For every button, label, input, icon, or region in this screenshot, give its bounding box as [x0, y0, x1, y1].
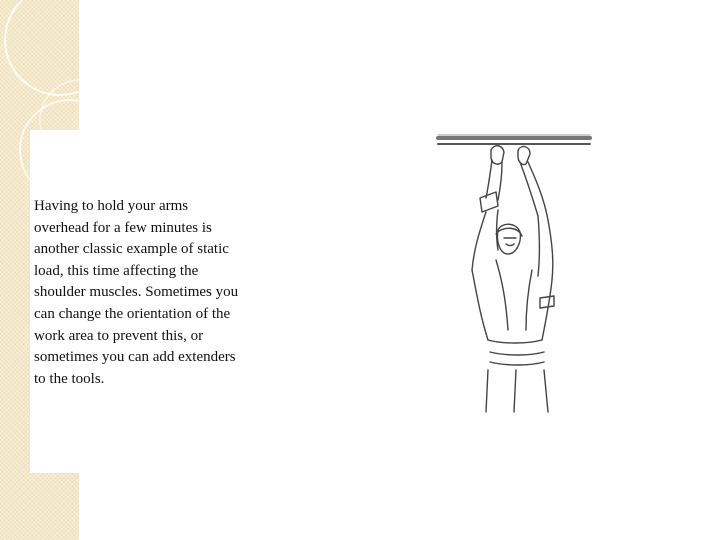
right-arm — [520, 162, 553, 280]
worker-reaching-overhead-icon — [436, 130, 592, 416]
hands — [491, 146, 530, 165]
body-text: Having to hold your arms overhead for a few minutes is another classic example of static load, this time affecting the shoulder muscles. Sometimes you can change the orientation of the work area to prevent this, or sometimes you can add extenders to the tools. — [34, 198, 239, 387]
left-arm — [472, 160, 502, 270]
torso — [472, 260, 554, 343]
legs — [486, 352, 548, 412]
head — [496, 224, 522, 254]
overhead-bar — [438, 135, 590, 144]
